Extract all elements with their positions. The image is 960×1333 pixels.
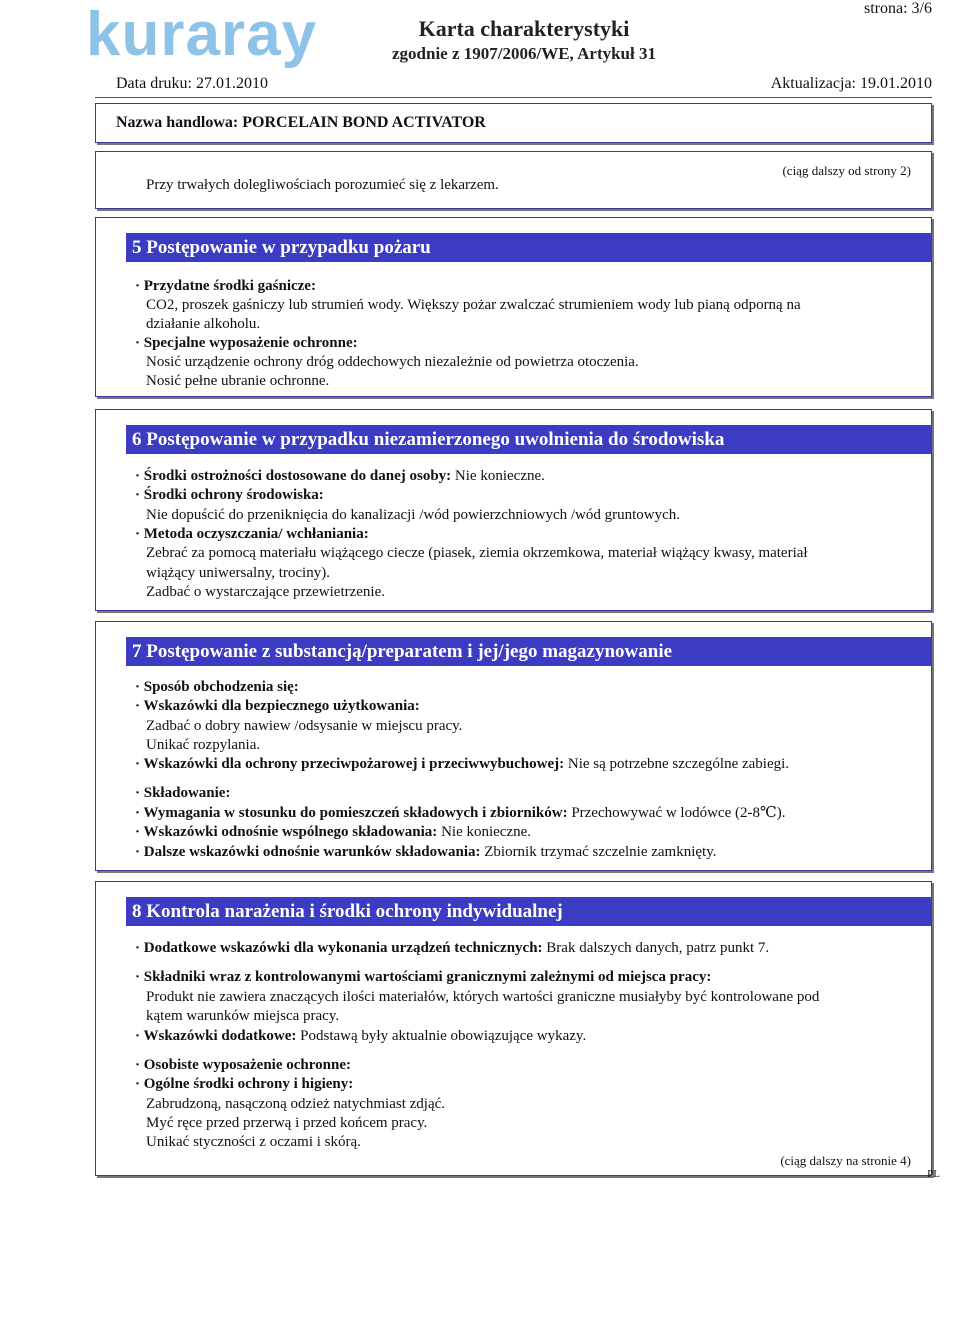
- s8-line-1-label: · Dodatkowe wskazówki dla wykonania urządzeń technicznych:: [135, 940, 543, 956]
- s6-line-4: · Metoda oczyszczania/ wchłaniania:: [135, 526, 369, 542]
- s8-line-5: [135, 1027, 917, 1047]
- s7-line-6: · Składowanie:: [135, 785, 231, 801]
- s7-line-9: [135, 843, 917, 863]
- page-number: strona: 3/6: [864, 0, 932, 17]
- s5-line-3: działanie alkoholu.: [146, 316, 261, 332]
- trade-name-box: [95, 103, 932, 143]
- s6-line-1-value: Nie konieczne.: [451, 468, 545, 484]
- s6-line-7: Zadbać o wystarczające przewietrzenie.: [146, 584, 386, 600]
- s8-line-6: · Osobiste wyposażenie ochronne:: [135, 1057, 351, 1073]
- intro-text: Przy trwałych dolegliwościach porozumieć się z lekarzem.: [146, 177, 499, 193]
- s7-line-3: Zadbać o dobry nawiew /odsysanie w miejscu pracy.: [146, 718, 463, 734]
- s8-line-5-label: · Wskazówki dodatkowe:: [135, 1028, 297, 1044]
- s5-line-2: CO2, proszek gaśniczy lub strumień wody. Większy pożar zwalczać strumieniem wody lub pianą odporną na: [146, 297, 801, 313]
- section-8-title: 8 Kontrola narażenia i środki ochrony indywidualnej: [126, 897, 931, 926]
- continued-to: (ciąg dalszy na stronie 4): [780, 1153, 911, 1168]
- s6-line-2: · Środki ochrony środowiska:: [135, 487, 324, 503]
- s7-line-2: · Wskazówki dla bezpiecznego użytkowania:: [135, 698, 420, 714]
- s5-line-6: Nosić pełne ubranie ochronne.: [146, 373, 330, 389]
- s7-line-8: [135, 823, 917, 843]
- s8-line-5-value: Podstawą były aktualnie obowiązujące wykazy.: [296, 1028, 587, 1044]
- s8-line-8: Zabrudzoną, nasączoną odzież natychmiast zdjąć.: [146, 1096, 446, 1112]
- s7-line-8-label: · Wskazówki odnośnie wspólnego składowania:: [135, 824, 438, 840]
- s8-line-1: [135, 939, 917, 959]
- logo-text: kuraray: [86, 0, 318, 69]
- s7-line-8-value: Nie konieczne.: [437, 824, 532, 840]
- language-code: PL: [927, 1168, 940, 1180]
- continuation-box: [95, 151, 932, 209]
- update-date: Aktualizacja: 19.01.2010: [770, 75, 932, 92]
- s7-line-5: [135, 755, 917, 775]
- s7-line-4: Unikać rozpylania.: [146, 737, 261, 753]
- document-title: Karta charakterystyki: [418, 16, 630, 41]
- kuraray-logo: [86, 0, 318, 69]
- section-5-title: 5 Postępowanie w przypadku pożaru: [126, 233, 931, 262]
- trade-name: Nazwa handlowa: PORCELAIN BOND ACTIVATOR: [116, 114, 486, 131]
- section-8: [95, 881, 932, 1176]
- section-6: [95, 409, 932, 611]
- section-5: [95, 217, 932, 397]
- s8-line-10: Unikać styczności z oczami i skórą.: [146, 1134, 361, 1150]
- s7-line-5-value: Nie są potrzebne szczególne zabiegi.: [564, 756, 790, 772]
- document-subtitle: zgodnie z 1907/2006/WE, Artykuł 31: [392, 44, 656, 63]
- s8-line-4: kątem warunków miejsca pracy.: [146, 1008, 340, 1024]
- s5-line-5: Nosić urządzenie ochrony dróg oddechowych niezależnie od powietrza otoczenia.: [146, 354, 639, 370]
- section-7: [95, 621, 932, 871]
- s5-line-4: · Specjalne wyposażenie ochronne:: [135, 335, 358, 351]
- s7-line-5-label: · Wskazówki dla ochrony przeciwpożarowej i przeciwwybuchowej:: [135, 756, 565, 772]
- section-7-title: 7 Postępowanie z substancją/preparatem i jej/jego magazynowanie: [126, 637, 931, 666]
- continued-from: (ciąg dalszy od strony 2): [782, 163, 911, 178]
- s5-line-1: · Przydatne środki gaśnicze:: [135, 278, 316, 294]
- s7-line-1: · Sposób obchodzenia się:: [135, 679, 299, 695]
- s6-line-3: Nie dopuścić do przeniknięcia do kanalizacji /wód powierzchniowych /wód gruntowych.: [146, 507, 681, 523]
- s7-line-7: [135, 804, 917, 824]
- s8-line-2: · Składniki wraz z kontrolowanymi wartościami granicznymi zależnymi od miejsca pracy:: [135, 969, 712, 985]
- s8-line-7: · Ogólne środki ochrony i higieny:: [135, 1076, 354, 1092]
- s6-line-5: Zebrać za pomocą materiału wiążącego ciecze (piasek, ziemia okrzemkowa, materiał wiążący kwasy, materiał: [146, 545, 808, 561]
- header-divider: [95, 97, 932, 98]
- s7-line-9-label: · Dalsze wskazówki odnośnie warunków składowania:: [135, 844, 481, 860]
- s7-line-7-label: · Wymagania w stosunku do pomieszczeń składowych i zbiorników:: [135, 805, 568, 821]
- s7-line-7-value: Przechowywać w lodówce (2-8℃).: [567, 805, 786, 821]
- s8-line-3: Produkt nie zawiera znaczących ilości materiałów, których wartości graniczne musiałyby być kontrolowane pod: [146, 989, 820, 1005]
- s8-line-9: Myć ręce przed przerwą i przed końcem pracy.: [146, 1115, 428, 1131]
- print-date: Data druku: 27.01.2010: [116, 75, 268, 92]
- s6-line-6: wiążący uniwersalny, trociny).: [146, 565, 330, 581]
- section-6-title: 6 Postępowanie w przypadku niezamierzonego uwolnienia do środowiska: [126, 425, 931, 454]
- s6-line-1-label: · Środki ostrożności dostosowane do danej osoby:: [135, 468, 452, 484]
- s6-line-1: [135, 467, 917, 487]
- s7-line-9-value: Zbiornik trzymać szczelnie zamknięty.: [480, 844, 717, 860]
- s8-line-1-value: Brak dalszych danych, patrz punkt 7.: [542, 940, 770, 956]
